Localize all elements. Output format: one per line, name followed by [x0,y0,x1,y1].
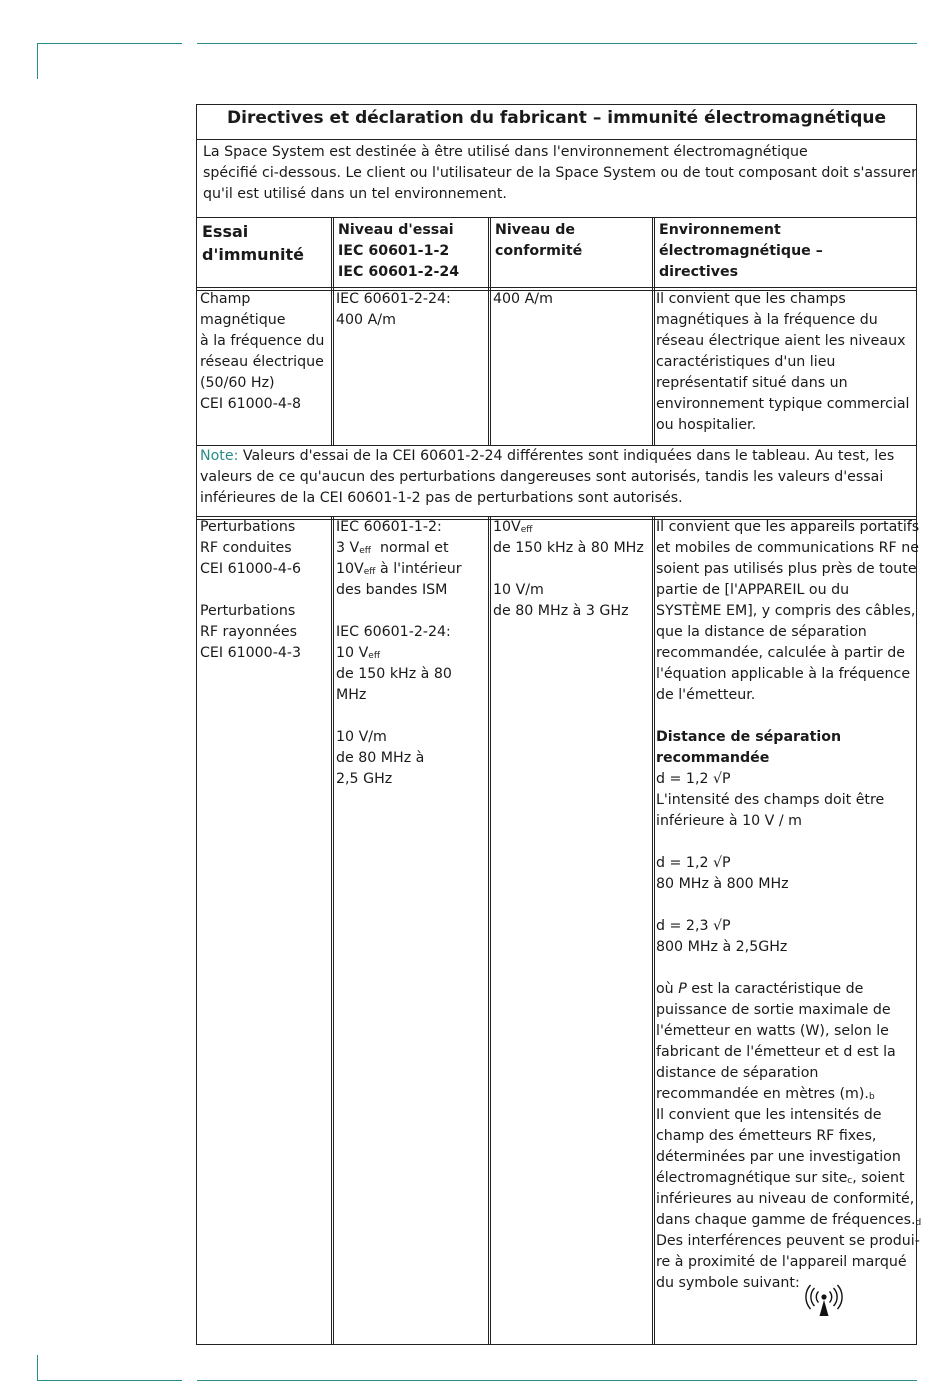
immunity-table [196,104,922,1345]
intro-text: La Space System est destinée à être utilisé dans l'environnement électromagnétique spécifié ci-dessous. Le client ou l'utilisateur de la Space System ou de tout composant doit s'assurer qu'il est utilisé dans un tel environnement. [203,144,917,202]
formula-2: d = 1,2 √P [656,855,731,871]
header-rule [197,43,917,44]
formula-3: d = 2,3 √P [656,918,731,934]
separation-distance-heading: Distance de séparation [656,729,842,745]
row2-compliance: $10V_{eff}$ de 150 kHz à 80 MHz 10 V/m de 80 MHz à 3 GHz [493,519,644,619]
table-title: Directives et déclaration du fabricant – immunité électromagnétique [227,108,886,128]
formula-1: d = 1,2 √P [656,771,731,787]
corner-mark-bottom-vertical [37,1355,38,1381]
header-test-level: Niveau d'essai IEC 60601-1-2 IEC 60601-2-24 [338,222,460,280]
row2-test: Perturbations RF conduites CEI 61000-4-6 Perturbations RF rayonnées CEI 61000-4-3 [200,519,301,661]
row1-environment: Il convient que les champs magnétiques à la fréquence du réseau électrique aient les niveaux caractéristiques d'un lieu représentatif situé dans un environnement typique commercial ou hospitalier. [656,291,910,433]
note-label: Note: [200,448,239,464]
corner-mark-top-horizontal [37,43,182,44]
header-immunity-test: Essai d'immunité [202,222,304,264]
row1-test-level: IEC 60601-2-24: 400 A/m [336,291,451,328]
row1-test: Champ magnétique à la fréquence du réseau électrique (50/60 Hz) CEI 61000-4-8 [200,291,325,412]
note-text: Note: Valeurs d'essai de la CEI 60601-2-24 différentes sont indiquées dans le tableau. Au test, les valeurs de ce qu'aucun des perturbations dangereuses sont autorisés, tandis les valeurs d'essai inférieures de la CEI 60601-1-2 pas de perturbations sont autorisés. [200,448,895,506]
header-em-environment: Environnement électromagnétique – directives [659,222,823,280]
header-compliance-level: Niveau de conformité [495,222,583,259]
row2-environment: Il convient que les appareils portatifs et mobiles de communications RF ne soient pas utilisés plus près de toute partie de [l'APPAREIL ou du SYSTÈME EM], y compris des câbles, que la distance de séparation recommandée, calculée à partir de l'équation applicable à la fréquence de l'émetteur. Distance de séparation recommandée d = 1,2 √P L'intensité des champs doit être inférieure à 10 V / m d = 1,2 √P 80 MHz à 800 MHz d = 2,3 √P 800 MHz à 2,5GHz où P est la caractéristique de puissance de sortie maximale de l'émetteur en watts (W), selon le fabricant de l'émetteur et d est la distance de séparation recommandée en mètres $(m)._b$ Il convient que les intensités de champ des émetteurs RF fixes, déterminées par une investigation électromagnétique sur site$_c$, soient inférieures au niveau de conformité, dans chaque gamme de $fréquences._d$ Des interférences peuvent se produi- re à proximité de l'appareil marqué du symbole suivant: [656,519,922,1291]
row1-compliance: 400 A/m [493,291,553,307]
row2-test-level: IEC 60601-1-2: 3 $V_{eff}$ normal et $10V_{eff}$ à l'intérieur des bandes ISM IEC 60601-2-24: 10 $V_{eff}$ de 150 kHz à 80 MHz 10 V/m de 80 MHz à 2,5 GHz [336,519,462,787]
corner-mark-top-vertical [37,43,38,79]
footer-rule [197,1380,917,1381]
non-ionizing-radiation-icon [804,1284,844,1324]
corner-mark-bottom-horizontal [37,1380,182,1381]
